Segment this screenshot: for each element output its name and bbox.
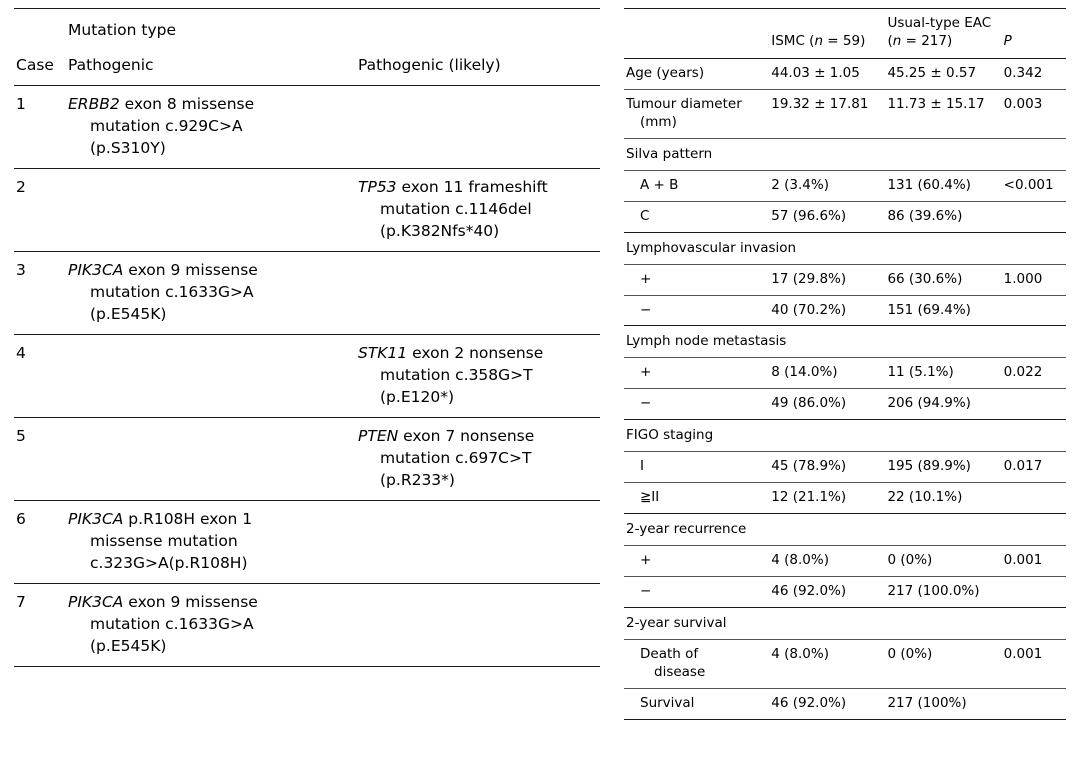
p-value — [1002, 389, 1066, 420]
case-number: 4 — [14, 335, 66, 418]
table-row — [624, 389, 1066, 420]
row-label: Age (years) — [624, 58, 769, 89]
ismc-value: 4 (8.0%) — [769, 546, 885, 577]
gene-name: PIK3CA — [68, 593, 124, 611]
pathogenic-likely-cell — [356, 335, 600, 418]
mutation-text-1: p.R108H exon 1 — [123, 510, 253, 528]
table-row — [624, 170, 1066, 201]
pathogenic-cell — [66, 335, 356, 418]
gene-name: STK11 — [358, 344, 408, 362]
p-value — [1002, 688, 1066, 719]
mutation-line-1 — [358, 425, 596, 447]
pathogenic-likely-cell — [356, 86, 600, 169]
ismc-value: 57 (96.6%) — [769, 201, 885, 232]
gene-name: TP53 — [358, 178, 397, 196]
pathogenic-likely-cell — [356, 418, 600, 501]
right-table-container — [624, 8, 1066, 720]
table-row — [624, 201, 1066, 232]
section-label: Lymph node metastasis — [624, 326, 1066, 358]
ismc-value: 19.32 ± 17.81 — [769, 89, 885, 138]
mutation-line-3: (p.E545K) — [90, 637, 167, 655]
mutation-type-header: Mutation type — [66, 9, 600, 48]
table-row — [624, 89, 1066, 138]
ismc-value: 44.03 ± 1.05 — [769, 58, 885, 89]
eac-value: 11.73 ± 15.17 — [885, 89, 1001, 138]
pathogenic-likely-header: Pathogenic (likely) — [356, 47, 600, 86]
mutation-line-3: (p.E120*) — [380, 388, 454, 406]
gene-name: PTEN — [358, 427, 399, 445]
row-label: C — [624, 201, 769, 232]
row-label: A + B — [624, 170, 769, 201]
pathogenic-cell — [66, 86, 356, 169]
row-label-line2: disease — [654, 663, 706, 680]
mutation-line-2: mutation c.697C>T — [380, 449, 532, 467]
eac-label-line1: Usual-type EAC — [887, 15, 992, 31]
row-label: + — [624, 358, 769, 389]
ismc-value: 40 (70.2%) — [769, 295, 885, 326]
table-row — [624, 58, 1066, 89]
eac-value: 66 (30.6%) — [885, 264, 1001, 295]
table-row — [624, 577, 1066, 608]
pathogenic-cell — [66, 418, 356, 501]
case-number: 5 — [14, 418, 66, 501]
mutation-line-3: (p.K382Nfs*40) — [380, 222, 500, 240]
empty-header-cell — [14, 9, 66, 48]
mutation-line-1 — [68, 259, 352, 281]
table-row — [624, 264, 1066, 295]
table-row — [14, 169, 600, 252]
eac-value: 86 (39.6%) — [885, 201, 1001, 232]
section-label: Lymphovascular invasion — [624, 232, 1066, 264]
p-value: <0.001 — [1002, 170, 1066, 201]
eac-value: 206 (94.9%) — [885, 389, 1001, 420]
mutation-line-1 — [358, 342, 596, 364]
ismc-label: ISMC ( — [771, 32, 815, 49]
table-row — [624, 9, 1066, 59]
mutation-line-3: c.323G>A(p.R108H) — [90, 554, 248, 572]
clinicopathology-table — [624, 8, 1066, 720]
mutation-text-1: exon 8 missense — [119, 95, 255, 113]
left-table-container — [14, 8, 600, 667]
row-label: − — [624, 389, 769, 420]
eac-n-value: = 217) — [901, 32, 953, 49]
row-label-line1: Death of — [640, 646, 699, 663]
ismc-value: 46 (92.0%) — [769, 577, 885, 608]
eac-value: 217 (100.0%) — [885, 577, 1001, 608]
row-label: + — [624, 546, 769, 577]
case-number: 1 — [14, 86, 66, 169]
row-label: I — [624, 452, 769, 483]
p-value: 0.001 — [1002, 546, 1066, 577]
p-value: 0.003 — [1002, 89, 1066, 138]
mutation-line-1 — [68, 508, 352, 530]
pathogenic-likely-cell — [356, 169, 600, 252]
section-label: 2-year recurrence — [624, 514, 1066, 546]
table-row — [14, 86, 600, 169]
eac-value: 151 (69.4%) — [885, 295, 1001, 326]
case-header: Case — [14, 47, 66, 86]
table-row — [624, 295, 1066, 326]
p-value — [1002, 295, 1066, 326]
p-value — [1002, 201, 1066, 232]
table-row — [14, 9, 600, 48]
eac-value: 11 (5.1%) — [885, 358, 1001, 389]
pathogenic-cell — [66, 584, 356, 667]
table-row — [624, 358, 1066, 389]
ismc-n-italic: n — [814, 32, 823, 49]
ismc-value: 4 (8.0%) — [769, 640, 885, 689]
mutation-text-1: exon 2 nonsense — [407, 344, 544, 362]
row-label: ≧II — [624, 483, 769, 514]
table-row — [624, 452, 1066, 483]
ismc-value: 2 (3.4%) — [769, 170, 885, 201]
table-row — [14, 584, 600, 667]
mutation-line-2: mutation c.1633G>A — [90, 615, 254, 633]
case-number: 3 — [14, 252, 66, 335]
eac-value: 195 (89.9%) — [885, 452, 1001, 483]
gene-name: ERBB2 — [68, 95, 120, 113]
table-row — [14, 418, 600, 501]
pathogenic-cell — [66, 501, 356, 584]
ismc-value: 49 (86.0%) — [769, 389, 885, 420]
ismc-n-value: = 59) — [823, 32, 866, 49]
table-row — [624, 483, 1066, 514]
gene-name: PIK3CA — [68, 261, 124, 279]
table-section-row — [624, 232, 1066, 264]
eac-n-italic: n — [892, 32, 902, 49]
p-value: 0.001 — [1002, 640, 1066, 689]
mutation-line-3: (p.S310Y) — [90, 139, 166, 157]
row-label: − — [624, 295, 769, 326]
mutation-line-2: mutation c.1633G>A — [90, 283, 254, 301]
p-value: 0.022 — [1002, 358, 1066, 389]
eac-value: 45.25 ± 0.57 — [885, 58, 1001, 89]
gene-name: PIK3CA — [68, 510, 124, 528]
p-value: 0.342 — [1002, 58, 1066, 89]
case-number: 6 — [14, 501, 66, 584]
table-section-row — [624, 138, 1066, 170]
mutation-table — [14, 8, 600, 667]
ismc-value: 45 (78.9%) — [769, 452, 885, 483]
mutation-text-1: exon 9 missense — [123, 261, 258, 279]
pathogenic-cell — [66, 169, 356, 252]
pathogenic-header: Pathogenic — [66, 47, 356, 86]
mutation-line-3: (p.R233*) — [380, 471, 455, 489]
case-number: 7 — [14, 584, 66, 667]
mutation-line-1 — [68, 591, 352, 613]
eac-value: 217 (100%) — [885, 688, 1001, 719]
p-value-header: P — [1002, 9, 1066, 59]
row-label: − — [624, 577, 769, 608]
eac-value: 22 (10.1%) — [885, 483, 1001, 514]
mutation-line-1 — [358, 176, 596, 198]
pathogenic-likely-cell — [356, 252, 600, 335]
mutation-line-3: (p.E545K) — [90, 305, 167, 323]
table-row — [14, 335, 600, 418]
mutation-line-2: mutation c.929C>A — [90, 117, 243, 135]
table-row — [14, 47, 600, 86]
blank-header-cell — [624, 9, 769, 59]
row-label-line2: (mm) — [640, 113, 677, 130]
pathogenic-likely-cell — [356, 584, 600, 667]
table-section-row — [624, 326, 1066, 358]
mutation-line-2: missense mutation — [90, 532, 238, 550]
mutation-text-1: exon 9 missense — [123, 593, 258, 611]
table-row — [624, 640, 1066, 689]
table-row — [624, 546, 1066, 577]
p-value — [1002, 577, 1066, 608]
pathogenic-cell — [66, 252, 356, 335]
case-number: 2 — [14, 169, 66, 252]
eac-paren: ( — [887, 32, 893, 49]
mutation-line-2: mutation c.1146del — [380, 200, 532, 218]
row-label — [624, 89, 769, 138]
row-label: + — [624, 264, 769, 295]
table-section-row — [624, 514, 1066, 546]
eac-value: 131 (60.4%) — [885, 170, 1001, 201]
ismc-value: 46 (92.0%) — [769, 688, 885, 719]
section-label: 2-year survival — [624, 608, 1066, 640]
eac-value: 0 (0%) — [885, 640, 1001, 689]
mutation-text-1: exon 7 nonsense — [398, 427, 535, 445]
row-label-line1: Tumour diameter — [626, 95, 742, 112]
section-label: FIGO staging — [624, 420, 1066, 452]
mutation-text-1: exon 11 frameshift — [396, 178, 548, 196]
p-value: 1.000 — [1002, 264, 1066, 295]
row-label: Survival — [624, 688, 769, 719]
p-value: 0.017 — [1002, 452, 1066, 483]
table-row — [14, 501, 600, 584]
row-label — [624, 640, 769, 689]
mutation-line-2: mutation c.358G>T — [380, 366, 533, 384]
table-row — [14, 252, 600, 335]
p-value — [1002, 483, 1066, 514]
pathogenic-likely-cell — [356, 501, 600, 584]
table-section-row — [624, 420, 1066, 452]
mutation-line-1 — [68, 93, 352, 115]
section-label: Silva pattern — [624, 138, 1066, 170]
table-section-row — [624, 608, 1066, 640]
ismc-value: 12 (21.1%) — [769, 483, 885, 514]
eac-value: 0 (0%) — [885, 546, 1001, 577]
ismc-value: 8 (14.0%) — [769, 358, 885, 389]
table-row — [624, 688, 1066, 719]
ismc-header — [769, 9, 885, 59]
ismc-value: 17 (29.8%) — [769, 264, 885, 295]
eac-header — [885, 9, 1001, 59]
